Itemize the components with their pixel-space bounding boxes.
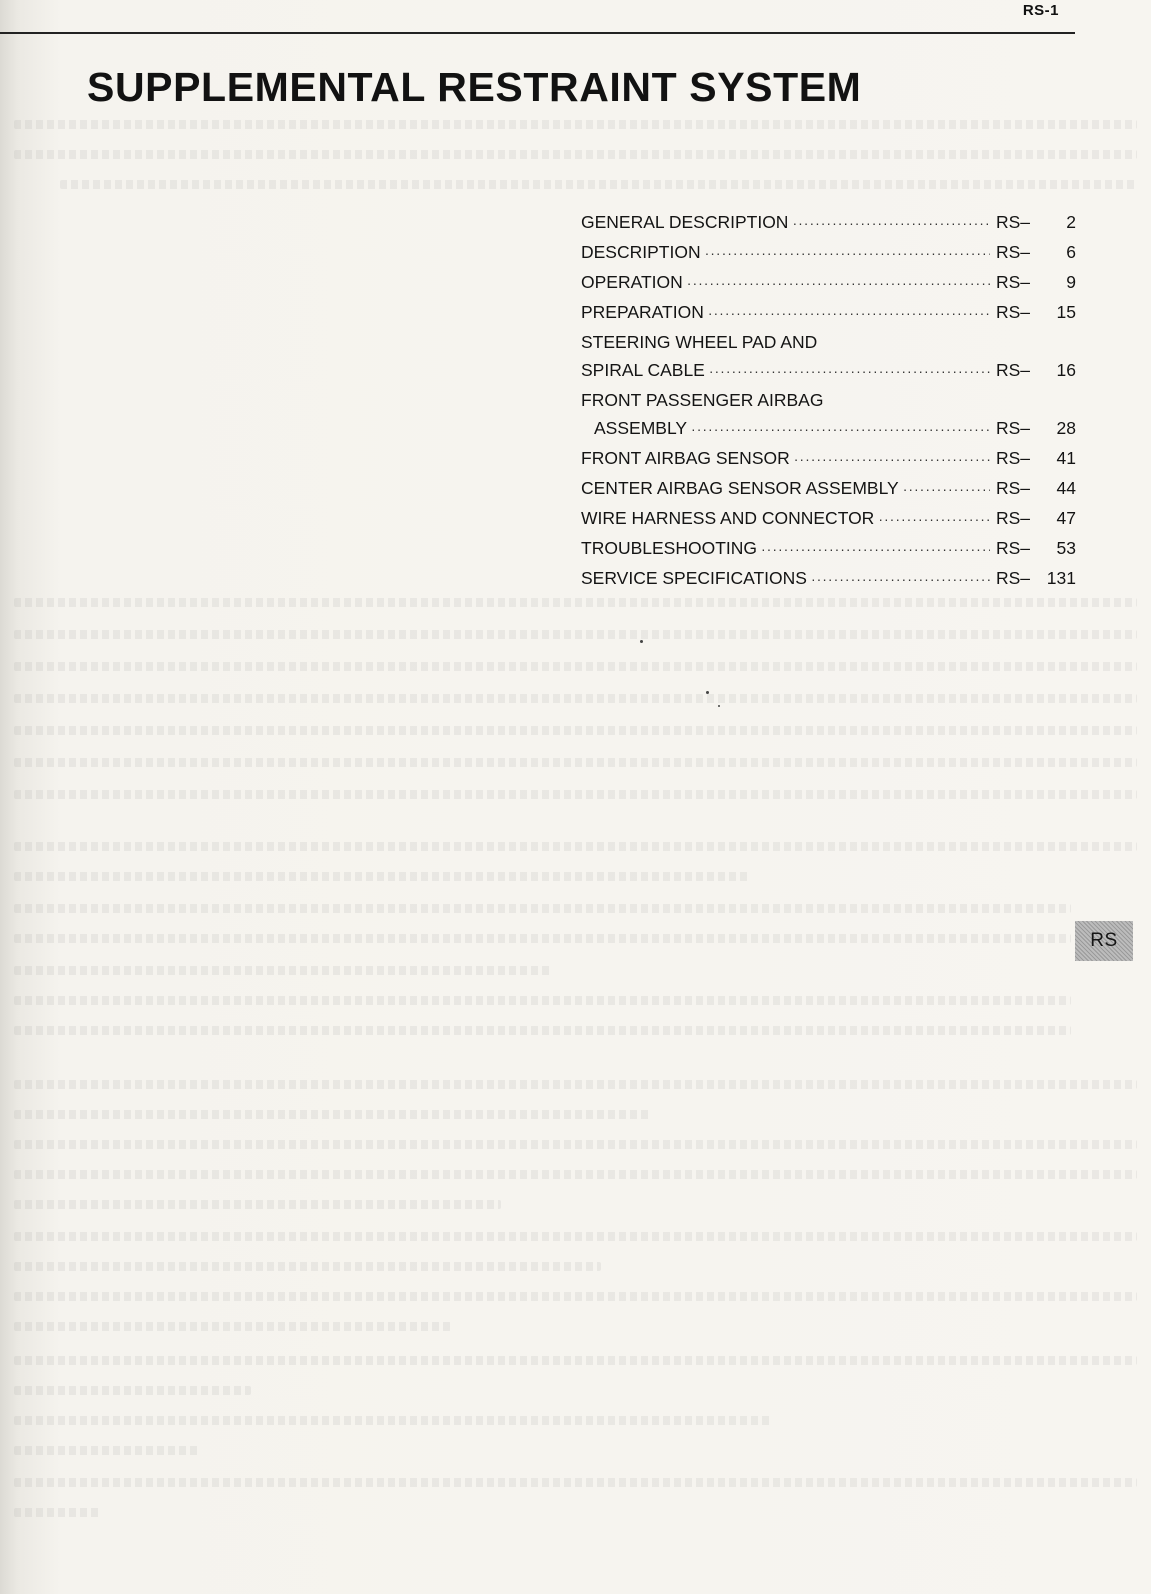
table-of-contents [581,212,1076,598]
toc-page-ref [994,302,1076,323]
toc-page-number: 9 [1066,272,1076,292]
toc-entry-label: SPIRAL CABLE [581,360,705,380]
toc-entry-label: DESCRIPTION [581,242,701,262]
section-tab-label: RS [1090,930,1118,951]
toc-page-number: 28 [1056,418,1076,438]
toc-leader-dots [761,541,990,557]
toc-leader-dots [794,451,990,467]
print-speck [718,705,720,707]
toc-entry-label: ASSEMBLY [594,418,688,438]
toc-leader-dots [705,245,990,261]
header-rule [0,32,1075,34]
toc-leader-dots [792,215,990,231]
toc-entry-label: SERVICE SPECIFICATIONS [581,568,807,588]
toc-page-number: 6 [1066,242,1076,262]
toc-entry [581,568,1076,598]
toc-page-prefix: RS– [996,418,1031,438]
toc-page-number: 16 [1056,360,1076,380]
toc-leader-dots [691,421,990,437]
toc-page-number: 2 [1066,212,1076,232]
toc-page-ref [994,478,1076,499]
toc-entry [581,212,1076,242]
toc-page-prefix: RS– [996,360,1031,380]
toc-entry-label: PREPARATION [581,302,704,322]
page-number: RS-1 [1022,2,1059,19]
toc-entry [581,538,1076,568]
toc-page-number: 44 [1056,478,1076,498]
toc-page-prefix: RS– [996,508,1031,528]
toc-leader-dots [878,511,990,527]
toc-entry-label: WIRE HARNESS AND CONNECTOR [581,508,875,528]
toc-page-prefix: RS– [996,538,1031,558]
toc-entry [581,242,1076,272]
toc-leader-dots [709,363,990,379]
toc-page-ref [994,272,1076,293]
toc-entry-label: FRONT PASSENGER AIRBAG [581,390,824,410]
toc-entry-label: GENERAL DESCRIPTION [581,212,789,232]
toc-page-ref [994,448,1076,469]
toc-page-number: 41 [1056,448,1076,468]
print-speck [640,640,643,643]
toc-entry-label: OPERATION [581,272,683,292]
toc-page-ref [994,538,1076,559]
section-tab [1075,921,1133,961]
toc-page-prefix: RS– [996,272,1031,292]
toc-page-prefix: RS– [996,448,1031,468]
toc-leader-dots [811,571,990,587]
toc-leader-dots [687,275,990,291]
toc-page-number: 53 [1056,538,1076,558]
toc-entry [581,302,1076,332]
toc-page-prefix: RS– [996,478,1031,498]
toc-entry-label: TROUBLESHOOTING [581,538,757,558]
toc-entry [581,332,1076,360]
toc-page-ref [994,568,1076,589]
toc-page-prefix: RS– [996,568,1031,588]
toc-page-ref [994,242,1076,263]
toc-page-prefix: RS– [996,212,1031,232]
toc-leader-dots [903,481,990,497]
toc-entry-label: FRONT AIRBAG SENSOR [581,448,790,468]
toc-entry [581,448,1076,478]
toc-page-prefix: RS– [996,242,1031,262]
toc-entry [581,478,1076,508]
toc-page-number: 15 [1056,302,1076,322]
toc-page-ref [994,508,1076,529]
toc-entry-label: CENTER AIRBAG SENSOR ASSEMBLY [581,478,899,498]
section-title: SUPPLEMENTAL RESTRAINT SYSTEM [87,64,862,110]
toc-entry [581,508,1076,538]
toc-entry [581,418,1076,448]
toc-entry-label: STEERING WHEEL PAD AND [581,332,818,352]
print-speck [706,691,709,694]
toc-page-number: 47 [1056,508,1076,528]
toc-entry [581,272,1076,302]
toc-page-prefix: RS– [996,302,1031,322]
toc-leader-dots [708,305,990,321]
toc-page-ref [994,212,1076,233]
toc-page-ref [994,360,1076,381]
toc-page-number: 131 [1046,568,1076,588]
toc-entry [581,360,1076,390]
toc-entry [581,390,1076,418]
toc-page-ref [994,418,1076,439]
